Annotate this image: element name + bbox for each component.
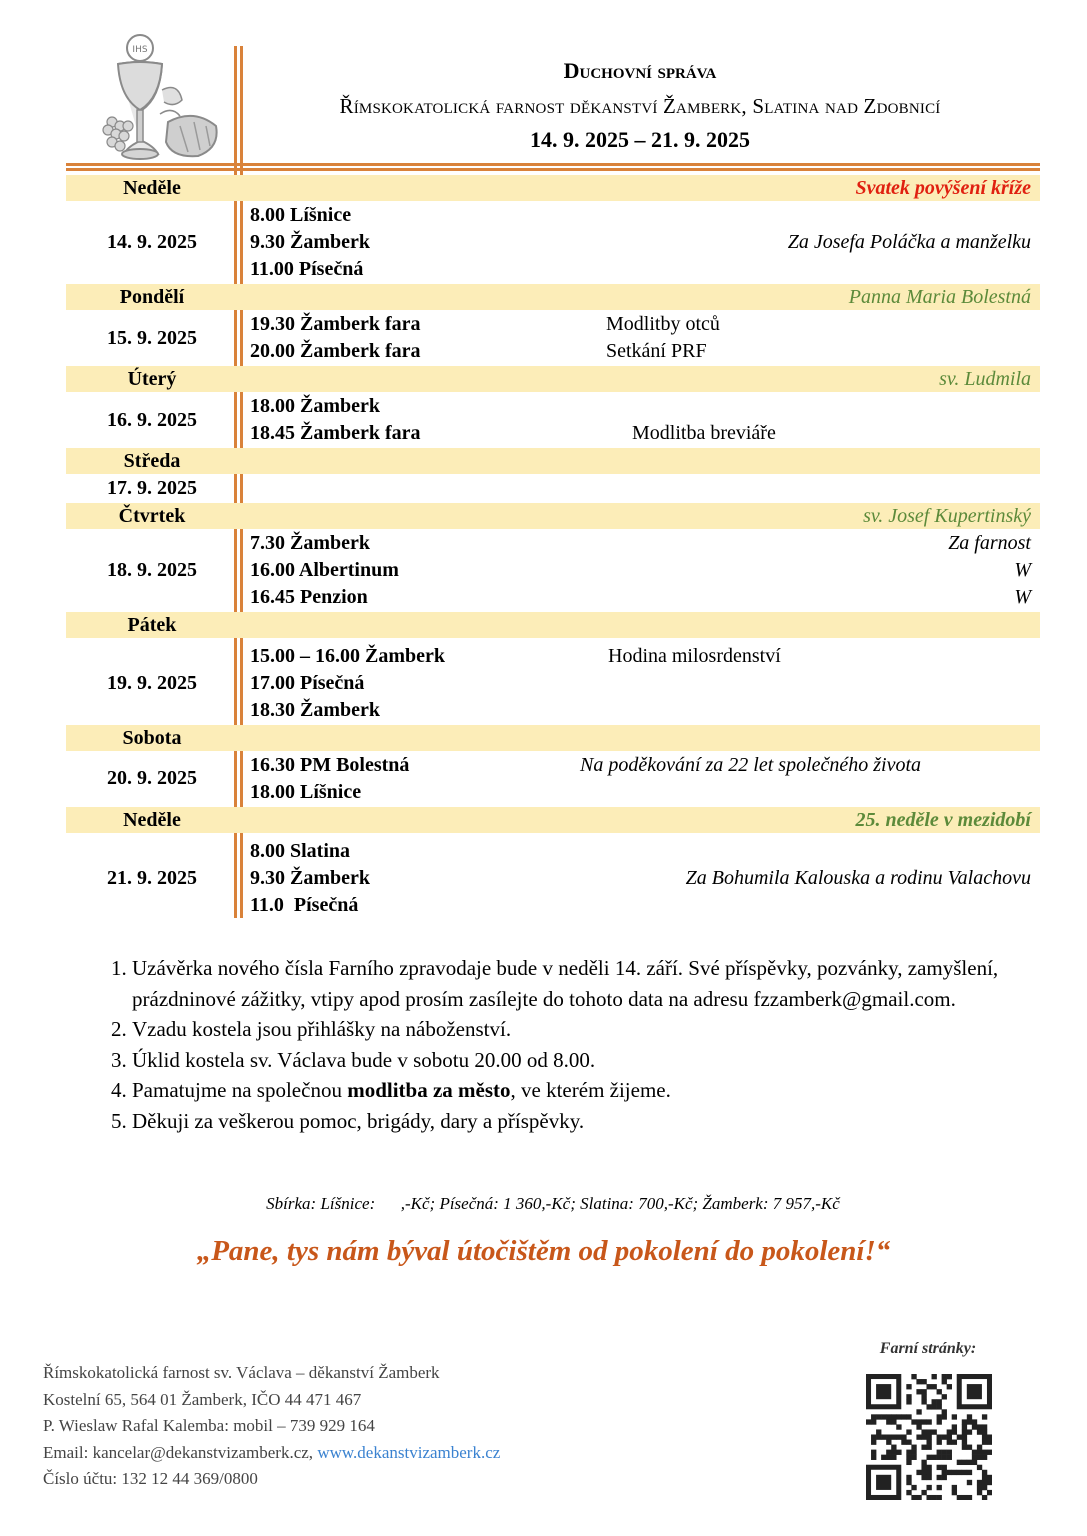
mass-intention: W [1014, 586, 1031, 608]
event-time-place: 16.00 Albertinum [250, 559, 399, 581]
mass-intention: Na poděkování za 22 let společného života [580, 754, 922, 776]
feast-label: sv. Josef Kupertinský [863, 505, 1031, 527]
event-time-place: 18.00 Líšnice [250, 781, 362, 803]
event-time-place: 18.30 Žamberk [250, 699, 380, 721]
event-time-place: 16.45 Penzion [250, 586, 368, 608]
page-subtitle: Římskokatolická farnost děkanství Žamberk, Slatina nad Zdobnicí [339, 94, 941, 118]
announcement-item: 4. Pamatujme na společnou modlitba za město, ve kterém žijeme. [132, 1075, 1016, 1106]
mass-intention: Za Josefa Poláčka a manželku [787, 231, 1031, 253]
feast-label: Svatek povýšení kříže [855, 177, 1031, 199]
event-time-place: 11.0 Písečná [250, 894, 359, 916]
day-name: Čtvrtek [118, 505, 186, 527]
collection-summary: Sbírka: Líšnice: ,-Kč; Písečná: 1 360,-Kč; Slatina: 700,-Kč; Žamberk: 7 957,-Kč [266, 1194, 840, 1213]
event-note: Modlitby otců [606, 313, 720, 335]
svg-text:IHS: IHS [132, 45, 148, 55]
page-title: Duchovní správa [563, 58, 717, 83]
mass-intention: Za farnost [948, 532, 1031, 554]
week-range: 14. 9. 2025 – 21. 9. 2025 [530, 127, 750, 152]
feast-label: sv. Ludmila [939, 368, 1031, 390]
day-date: 15. 9. 2025 [107, 327, 197, 349]
horizontal-rule-top [66, 163, 1040, 166]
chalice-host-grapes-bread-icon [98, 30, 226, 166]
bank-account: Číslo účtu: 132 12 44 369/0800 [43, 1469, 258, 1488]
event-time-place: 7.30 Žamberk [250, 532, 370, 554]
day-name: Úterý [127, 368, 177, 390]
event-time-place: 18.45 Žamberk fara [250, 422, 421, 444]
event-time-place: 8.00 Slatina [250, 840, 351, 862]
parish-contact [43, 1360, 500, 1493]
event-time-place: 16.30 PM Bolestná [250, 754, 410, 776]
day-date: 17. 9. 2025 [107, 477, 197, 499]
announcement-item: 2. Vzadu kostela jsou přihlášky na náboženství. [132, 1014, 1016, 1045]
email-line: Email: kancelar@dekanstvizamberk.cz, www.dekanstvizamberk.cz [43, 1442, 501, 1462]
parish-name: Římskokatolická farnost sv. Václava – děkanství Žamberk [43, 1363, 440, 1382]
announcement-item: 1. Uzávěrka nového čísla Farního zpravodaje bude v neděli 14. září. Své příspěvky, pozvánky, zamyšlení, prázdninové zážitky, vtipy apod prosím zasílejte do tohoto data na adresu fzzamberk@gmail.com. [132, 953, 1016, 1014]
event-note: Setkání PRF [606, 340, 707, 362]
website-link[interactable]: www.dekanstvizamberk.cz [317, 1442, 501, 1462]
event-note: Modlitba breviáře [632, 422, 776, 444]
feast-label: Panna Maria Bolestná [848, 286, 1031, 308]
event-time-place: 9.30 Žamberk [250, 231, 370, 253]
event-time-place: 11.00 Písečná [250, 258, 364, 280]
parish-address: Kostelní 65, 564 01 Žamberk, IČO 44 471 467 [43, 1389, 362, 1409]
event-time-place: 18.00 Žamberk [250, 395, 380, 417]
day-name: Pondělí [119, 286, 185, 308]
day-date: 16. 9. 2025 [107, 409, 197, 431]
event-note: Hodina milosrdenství [608, 645, 781, 667]
event-time-place: 19.30 Žamberk fara [250, 313, 421, 335]
day-name: Neděle [123, 809, 181, 831]
announcement-item: 5. Děkuji za veškerou pomoc, brigády, dary a příspěvky. [132, 1106, 1016, 1137]
event-time-place: 17.00 Písečná [250, 672, 365, 694]
event-time-place: 15.00 – 16.00 Žamberk [250, 645, 445, 667]
day-name: Středa [123, 450, 181, 472]
day-name: Sobota [122, 727, 182, 749]
motto-quote: „Pane, tys nám býval útočištěm od pokolení do pokolení!“ [196, 1235, 891, 1267]
day-date: 18. 9. 2025 [107, 559, 197, 581]
announcement-item: 3. Úklid kostela sv. Václava bude v sobotu 20.00 od 8.00. [132, 1045, 1016, 1076]
farni-stranky-label: Farní stránky: [879, 1340, 977, 1357]
chalice-logo [98, 30, 226, 166]
qr-code-icon[interactable] [866, 1374, 992, 1500]
day-date: 20. 9. 2025 [107, 767, 197, 789]
day-name: Pátek [127, 614, 177, 636]
horizontal-rule-bottom [66, 168, 1040, 171]
feast-label: 25. neděle v mezidobí [855, 809, 1031, 831]
event-time-place: 20.00 Žamberk fara [250, 340, 421, 362]
event-time-place: 8.00 Líšnice [250, 204, 352, 226]
mass-intention: W [1014, 559, 1031, 581]
day-name: Neděle [123, 177, 181, 199]
mass-intention: Za Bohumila Kalouska a rodinu Valachovu [685, 867, 1031, 889]
day-date: 19. 9. 2025 [107, 672, 197, 694]
day-date: 14. 9. 2025 [107, 231, 197, 253]
priest-contact: P. Wieslaw Rafal Kalemba: mobil – 739 929 164 [43, 1416, 375, 1435]
announcements [96, 953, 1016, 1136]
day-date: 21. 9. 2025 [107, 867, 197, 889]
event-time-place: 9.30 Žamberk [250, 867, 370, 889]
